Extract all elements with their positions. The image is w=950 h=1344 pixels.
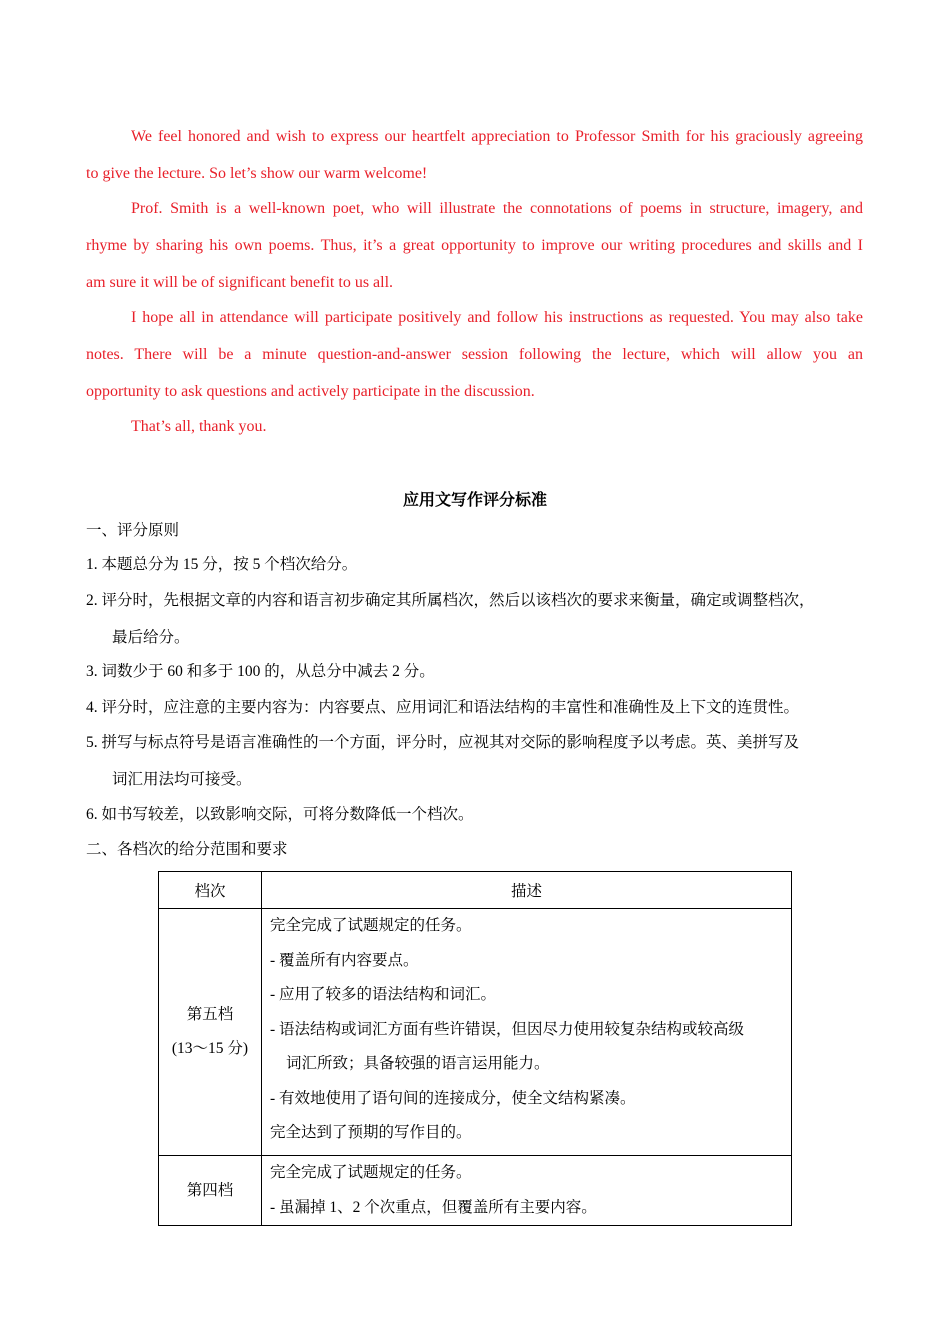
rubric-item-6: 6. 如书写较差，以致影响交际，可将分数降低一个档次。 <box>86 806 474 823</box>
rubric-item-2-cont: 最后给分。 <box>112 629 190 646</box>
desc-line: - 有效地使用了语句间的连接成分，使全文结构紧凑。 <box>270 1089 636 1107</box>
rubric-item-5-cont: 词汇用法均可接受。 <box>112 771 252 788</box>
paragraph-3-line-3: opportunity to ask questions and actively participate in the discussion. <box>86 383 535 400</box>
paragraph-2-line-3: am sure it will be of significant benefit to us all. <box>86 274 394 291</box>
desc-line: 完全完成了试题规定的任务。 <box>270 1164 472 1181</box>
table-row <box>159 909 792 1156</box>
header-description: 描述 <box>262 872 792 909</box>
desc-line: - 语法结构或词汇方面有些许错误，但因尽力使用较复杂结构或较高级 <box>270 1020 745 1038</box>
table-row <box>159 1156 792 1226</box>
paragraph-3-line-2: notes. There will be a minute question-and-answer session following the lecture, which will allow you an <box>86 346 863 363</box>
paragraph-2-line-2: rhyme by sharing his own poems. Thus, it’s a great opportunity to improve our writing procedures and skills and I <box>86 237 863 254</box>
level-cell <box>159 909 262 1156</box>
desc-line: 完全达到了预期的写作目的。 <box>270 1124 472 1141</box>
paragraph-1-line-2: to give the lecture. So let’s show our warm welcome! <box>86 165 428 182</box>
desc-line: - 应用了较多的语法结构和词汇。 <box>270 986 497 1003</box>
rubric-title: 应用文写作评分标准 <box>402 492 547 509</box>
table-header-row <box>159 872 792 909</box>
header-level: 档次 <box>159 872 262 909</box>
rubric-item-5: 5. 拼写与标点符号是语言准确性的一个方面，评分时，应视其对交际的影响程度予以考虑。英、美拼写及 <box>86 734 800 751</box>
paragraph-1-line-1: We feel honored and wish to express our heartfelt appreciation to Professor Smith for his graciously agreeing <box>131 128 863 145</box>
level-name: 第五档 <box>186 1006 234 1023</box>
description-cell <box>262 1156 792 1226</box>
paragraph-4: That’s all, thank you. <box>131 418 267 435</box>
rubric-item-2: 2. 评分时，先根据文章的内容和语言初步确定其所属档次，然后以该档次的要求来衡量，确定或调整档次， <box>86 592 815 609</box>
rubric-item-1: 1. 本题总分为 15 分，按 5 个档次给分。 <box>86 556 358 573</box>
paragraph-3-line-1: I hope all in attendance will participate positively and follow his instructions as requested. You may also take <box>131 309 863 326</box>
desc-line: 词汇所致；具备较强的语言运用能力。 <box>286 1055 550 1072</box>
grading-table <box>158 871 792 1226</box>
level-range: (13～15 分) <box>171 1040 249 1057</box>
section-1-heading: 一、评分原则 <box>86 522 180 539</box>
desc-line: 完全完成了试题规定的任务。 <box>270 917 472 934</box>
description-cell <box>262 909 792 1156</box>
rubric-item-3: 3. 词数少于 60 和多于 100 的，从总分中减去 2 分。 <box>86 663 435 680</box>
desc-line: - 覆盖所有内容要点。 <box>270 951 419 969</box>
paragraph-2-line-1: Prof. Smith is a well-known poet, who will illustrate the connotations of poems in structure, imagery, and <box>131 200 863 217</box>
level-cell <box>159 1156 262 1226</box>
desc-line: - 虽漏掉 1、2 个次重点，但覆盖所有主要内容。 <box>270 1198 597 1216</box>
section-2-heading: 二、各档次的给分范围和要求 <box>86 841 288 858</box>
rubric-item-4: 4. 评分时，应注意的主要内容为：内容要点、应用词汇和语法结构的丰富性和准确性及上下文的连贯性。 <box>86 699 800 716</box>
level-name: 第四档 <box>186 1181 234 1199</box>
